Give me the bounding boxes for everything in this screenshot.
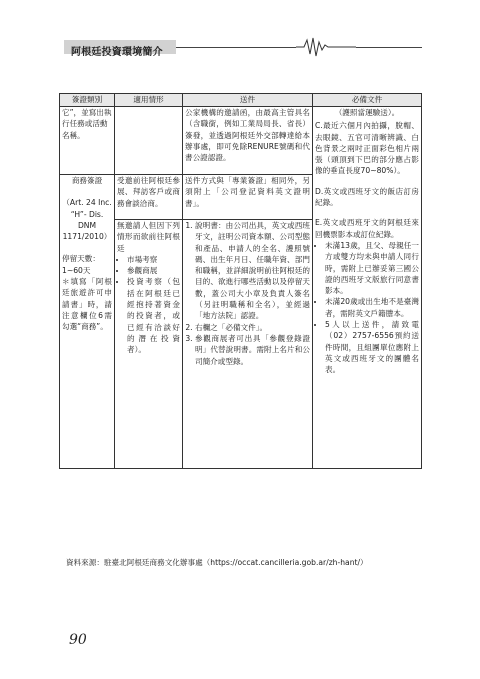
list-item: 2. 右欄之「必備文件」。	[195, 322, 310, 333]
list-item: • 市場考察	[127, 254, 180, 265]
list-item: • 未滿20歲或出生地不是臺灣者，需附英文戶籍謄本。	[325, 296, 419, 319]
category-business-title: 商務簽證	[71, 176, 103, 185]
visa-table	[59, 93, 422, 469]
situation-business-a: 受邀前往阿根廷參展、拜訪客戶或商務會談洽商。	[115, 175, 183, 220]
situation-business-b	[115, 220, 183, 469]
source-footnote: 資料來源：駐臺北阿根廷商務文化辦事處（https://occat.cancilleria.gob.ar/zh-hant/）	[66, 558, 368, 567]
header-required-docs: 必備文件	[313, 94, 422, 107]
category-business-note: ＊填寫「阿根廷旅遊許可申請書」時，請注意欄位6需勾選“商務”。	[62, 277, 112, 332]
submission-business-b	[183, 220, 313, 469]
required-docs-d: D.英文或西班牙文的飯店訂房紀錄。	[315, 186, 419, 208]
list-item: • 參觀商展	[127, 265, 180, 276]
page-header	[64, 36, 422, 58]
header-situation: 適用情形	[115, 94, 183, 107]
required-docs-top: （護照當運驗送）。	[334, 108, 400, 117]
situation-continued	[115, 107, 183, 175]
category-business	[60, 175, 115, 469]
list-item: 3. 參觀商展者可出具「參觀登錄證明」代替說明書。需附上名片和公司簡介或型錄。	[195, 333, 310, 367]
situation-business-b-intro: 無邀請人但因下列情形而欲前往阿根廷	[117, 221, 180, 253]
header-submission: 送件	[183, 94, 313, 107]
category-continued: 它”，並寫出執行任務或活動名稱。	[60, 107, 115, 175]
list-item: • 未滿13歲，且父、母親任一方或雙方均未與申請人同行時，需附上已辦妥第三國公證的西班牙文版旅行同意書影本。	[325, 240, 419, 296]
header-title-box	[64, 40, 176, 58]
page-number: 90	[69, 632, 87, 648]
required-docs-e: E.英文或西班牙文的阿根廷來回機票影本或訂位紀錄。	[315, 218, 419, 239]
header-category: 簽證類別	[60, 94, 115, 107]
situation-business-b-list	[117, 254, 180, 356]
required-docs-bullets	[315, 240, 419, 376]
category-business-law: （Art. 24 Inc. “H”- Dis. DNM 1171/2010）	[62, 198, 112, 242]
submission-continued: 公家機構的邀請函，由最高主管具名（含職銜，例如工業局局長、省長）簽發，並透過阿根廷外交部轉達給本辦事處，即可免除RENURE號碼和代書公證認證。	[183, 107, 313, 175]
required-docs-cell	[313, 107, 422, 469]
table-header-row	[60, 94, 422, 107]
list-item: 1. 說明書：由公司出具，英文或西班牙文，註明公司資本額、公司型態和產品、申請人的全名、護照號碼、出生年月日、任職年資、部門和職稱，並詳細說明前往阿根廷的目的、欲進行哪些活動以及停留天數，蓋公司大小章及負責人簽名（另註明職稱和全名），並經過「地方法院」認證。	[195, 220, 310, 322]
list-item: • 投資考察（包括在阿根廷已經抱持著資金的投資者，或已經有洽談好的潛在投資者）。	[127, 276, 180, 355]
table-row	[60, 107, 422, 175]
submission-business-b-list	[185, 220, 310, 367]
heartbeat-wave-icon	[296, 36, 356, 58]
header-title: 阿根廷投資環境簡介	[71, 47, 163, 58]
list-item: • 5人以上送件，請致電（02）2757-6556預約送件時間，且組團單位應附上英文或西班牙文的團體名表。	[325, 319, 419, 375]
required-docs-c: C.最近六個月內拍攝，脫帽、去眼鏡、五官可清晰辨識、白色背景之兩吋正面彩色相片兩張（頭頂到下巴的部分應占影像的垂直長度70~80%）。	[315, 121, 419, 176]
submission-business-a: 送件方式與「專業簽證」相同外，另須附上「公司登記資料英文證明書」。	[183, 175, 313, 220]
category-business-stay: 停留天數：1~60天	[62, 254, 100, 275]
